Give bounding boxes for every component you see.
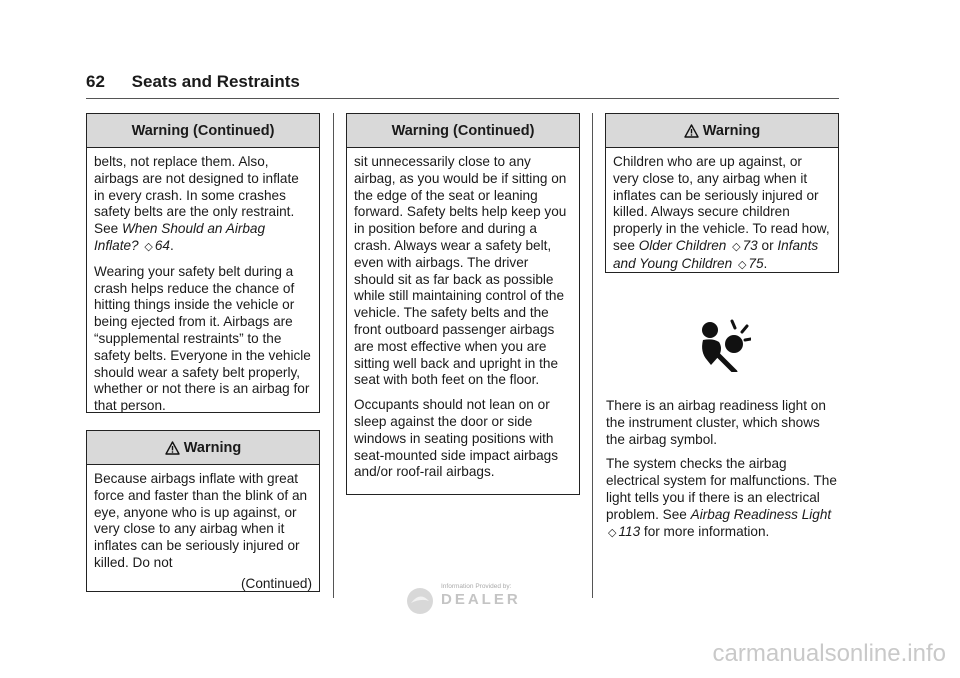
cross-reference-link[interactable]: Infants and Young Children [613,237,819,271]
warning-box-header [87,431,319,465]
section-title: Seats and Restraints [131,72,300,91]
page-reference[interactable]: 75 [748,255,764,271]
page-reference[interactable]: 73 [742,237,758,253]
body-paragraph: The system checks the airbag electrical system for malfunctions. The light tells you if there is an electrical problem. See Airbag Readiness Light ◇ 113 for more information. [606,456,837,539]
page-number: 62 [86,72,105,91]
warning-box-continued-1 [86,113,320,413]
page-reference[interactable]: 64 [154,237,170,253]
site-watermark: carmanualsonline.info [712,640,946,667]
watermark-name: DEALER [441,591,521,608]
page-ref-icon: ◇ [608,526,617,539]
dealer-watermark [405,583,547,619]
airbag-readiness-icon [697,318,751,372]
warning-paragraph: Children who are up against, or very close to, any airbag when it inflates can be seriously injured or killed. Always secure children properly in the vehicle. To read how, see Older Children ◇ 73 or Infants and Young Children ◇ 75. [613,154,830,271]
header-rule [86,98,839,99]
page-ref-icon: ◇ [144,240,153,253]
column-divider-1 [333,113,334,598]
column-divider-2 [592,113,593,598]
cross-reference-link[interactable]: When Should an Airbag Inflate? [94,221,266,253]
warning-paragraph: belts, not replace them. Also, airbags are not designed to inflate in every crash. In some crashes safety belts are the only restraint. See When Should an Airbag Inflate? ◇ 64. [94,154,299,253]
warning-triangle-icon [684,124,699,138]
warning-paragraph: Wearing your safety belt during a crash helps reduce the chance of hitting things inside the vehicle or being ejected from it. Airbags are “supplemental restraints” to the safety belts. Everyone in the vehicle should wear a safety belt properly, whether or not there is an airbag for that person. [94,263,311,414]
warning-triangle-icon [165,441,180,455]
warning-paragraph: Occupants should not lean on or sleep against the door or side windows in seating positions with seat-mounted side impact airbags and/or roof-rail airbags. [354,397,559,480]
airbag-light-text [606,398,838,549]
warning-box-title: Warning [183,439,242,456]
warning-box-continued-2 [346,113,580,495]
page-ref-icon: ◇ [737,258,747,271]
warning-paragraph: Because airbags inflate with great force and faster than the blink of an eye, anyone who is up against, or very close to any airbag when it inflates can be seriously injured or killed. Do not [94,471,308,570]
warning-box-3 [605,113,839,273]
page-ref-icon: ◇ [732,240,741,253]
cross-reference-link[interactable]: Airbag Readiness Light [690,506,832,522]
warning-box-header [606,114,838,148]
page-reference[interactable]: 113 [618,523,641,539]
dealer-logo-icon [405,587,435,615]
watermark-caption: Information Provided by: [441,583,512,590]
page-header [86,72,300,92]
cross-reference-link[interactable]: Older Children [638,237,727,253]
warning-box-title: Warning [702,122,761,139]
continued-label: (Continued) [240,575,312,591]
body-paragraph: There is an airbag readiness light on the instrument cluster, which shows the airbag symbol. [606,398,826,447]
warning-paragraph: sit unnecessarily close to any airbag, as you would be if sitting on the edge of the seat or leaning forward. Safety belts help keep you in position before and during a crash. Always wear a safety belt, even with airbags. The driver should sit as far back as possible while still maintaining control of the vehicle. The safety belts and the front outboard passenger airbags are most effective when you are sitting well back and upright in the seat with both feet on the floor. [354,154,567,388]
warning-box-2 [86,430,320,592]
warning-box-title: Warning (Continued) [87,114,319,148]
warning-box-title: Warning (Continued) [347,114,579,148]
